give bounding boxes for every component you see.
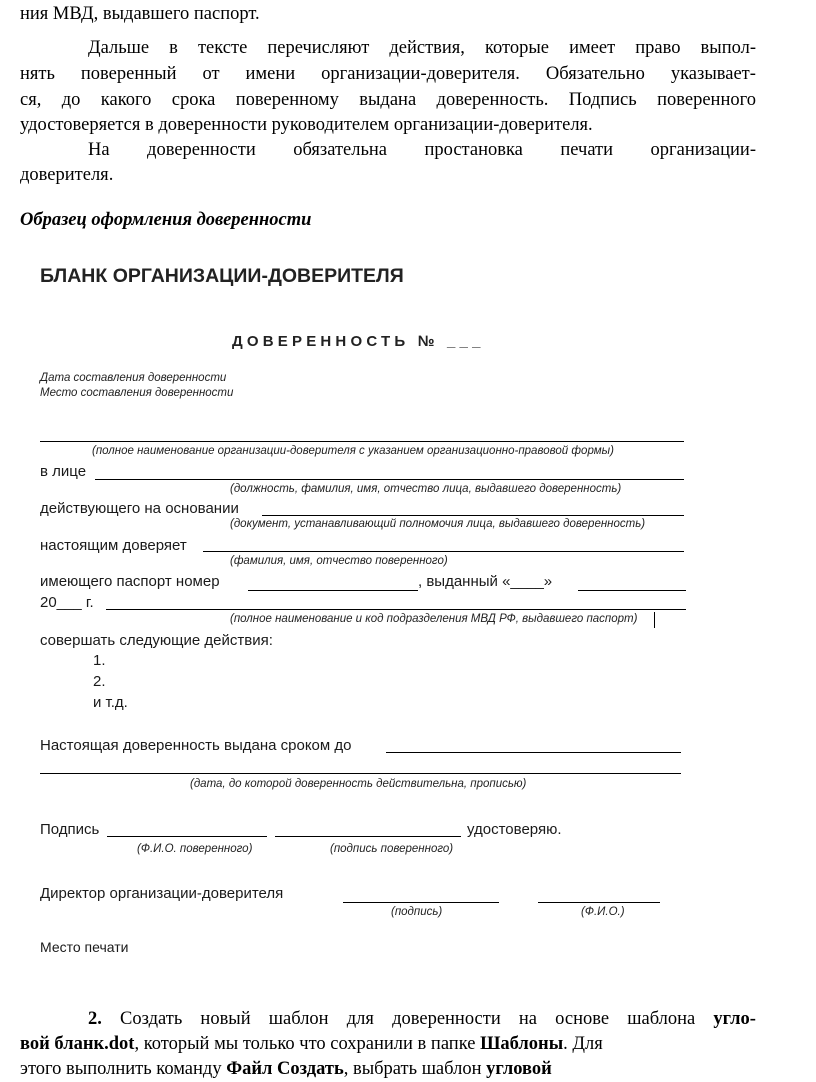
word: ся,	[20, 90, 42, 110]
word: для	[346, 1009, 374, 1029]
word: срока	[171, 90, 216, 110]
year-label: 20___ г.	[40, 594, 94, 611]
word: указывает-	[670, 64, 756, 84]
margin-mark	[654, 612, 655, 628]
task-template-name: вой бланк.dot	[20, 1034, 135, 1054]
task-line-3-text: этого выполнить команду	[20, 1059, 227, 1079]
intro-paragraph-1-line-2	[20, 62, 756, 86]
word: организации-доверителя.	[321, 64, 520, 84]
director-fio-note: (Ф.И.О.)	[581, 906, 625, 918]
word: имеет	[569, 38, 616, 58]
person-line	[95, 479, 684, 480]
word: от	[202, 64, 220, 84]
task-line-2	[20, 1032, 756, 1056]
trustee-note: (фамилия, имя, отчество поверенного)	[230, 555, 448, 567]
intro-paragraph-1-line-3	[20, 88, 756, 112]
word: нять	[20, 64, 55, 84]
trustee-line	[203, 551, 684, 552]
word: доверенность.	[436, 90, 549, 110]
trustee-signature-note: (подпись поверенного)	[330, 843, 454, 855]
word: шаблона	[627, 1009, 696, 1029]
action-item-2: 2.	[93, 673, 106, 690]
word: перечисляют	[267, 38, 370, 58]
intro-line-1: ния МВД, выдавшего паспорт.	[20, 4, 260, 24]
passport-label: имеющего паспорт номер	[40, 573, 220, 590]
document-title: ДОВЕРЕННОСТЬ № ___	[232, 333, 485, 350]
validity-label: Настоящая доверенность выдана сроком до	[40, 737, 352, 754]
validity-note: (дата, до которой доверенность действительна, прописью)	[190, 778, 527, 790]
word: Обязательно	[545, 64, 645, 84]
task-line-3	[20, 1057, 552, 1081]
intro-paragraph-2-line-1	[88, 138, 756, 162]
validity-line	[386, 752, 681, 753]
task-line-1	[88, 1007, 756, 1031]
word: поверенный	[80, 64, 177, 84]
trustee-fio-note: (Ф.И.О. поверенного)	[137, 843, 253, 855]
director-signature-note: (подпись)	[391, 906, 443, 918]
trustee-fio-line	[107, 836, 267, 837]
department-note: (полное наименование и код подразделения МВД РФ, выдавшего паспорт)	[230, 613, 638, 625]
word: право	[635, 38, 681, 58]
issued-month-line	[578, 590, 686, 591]
person-note: (должность, фамилия, имя, отчество лица, выдавшего доверенность)	[230, 483, 622, 495]
basis-note: (документ, устанавливающий полномочия лица, выдавшего доверенность)	[230, 518, 646, 530]
task-number: 2.	[88, 1009, 102, 1029]
director-fio-line	[538, 902, 660, 903]
blank-title: БЛАНК ОРГАНИЗАЦИИ-ДОВЕРИТЕЛЯ	[40, 265, 404, 287]
action-item-1: 1.	[93, 652, 106, 669]
signature-label: Подпись	[40, 821, 100, 838]
issued-label: , выданный «____»	[418, 573, 553, 590]
word: обязательна	[293, 140, 388, 160]
stamp-place-label: Место печати	[40, 939, 129, 955]
basis-line	[262, 515, 684, 516]
task-line-2-end: . Для	[563, 1034, 603, 1054]
word: какого	[100, 90, 152, 110]
action-etc: и т.д.	[93, 694, 128, 711]
director-signature-line	[343, 902, 499, 903]
date-label: Дата составления доверенности	[40, 372, 227, 384]
word: На	[88, 140, 110, 160]
word: на	[518, 1009, 538, 1029]
intro-paragraph-1-line-1	[88, 36, 756, 60]
validity-line-2	[40, 773, 681, 774]
word: доверенности	[392, 1009, 501, 1029]
word: до	[61, 90, 81, 110]
acting-basis-label: действующего на основании	[40, 500, 239, 517]
word: основе	[555, 1009, 610, 1029]
trusts-label: настоящим доверяет	[40, 537, 187, 554]
in-person-label: в лице	[40, 463, 87, 480]
place-label: Место составления доверенности	[40, 387, 234, 399]
word: тексте	[197, 38, 248, 58]
word: поверенного	[657, 90, 756, 110]
certify-label: удостоверяю.	[467, 821, 562, 838]
word: печати	[560, 140, 614, 160]
word: организации-	[650, 140, 756, 160]
director-label: Директор организации-доверителя	[40, 885, 284, 902]
word: Дальше	[88, 38, 150, 58]
word: действия,	[389, 38, 465, 58]
word: в	[169, 38, 178, 58]
task-template-word: угловой	[486, 1059, 552, 1079]
actions-label: совершать следующие действия:	[40, 632, 273, 649]
passport-number-line	[248, 590, 418, 591]
intro-paragraph-1-line-4: удостоверяется в доверенности руководителем организации-доверителя.	[20, 115, 593, 135]
org-name-note: (полное наименование организации-доверителя с указанием организационно-правовой формы)	[92, 445, 614, 457]
task-command: Файл Создать	[226, 1059, 344, 1079]
word: которые	[484, 38, 550, 58]
trustee-signature-line	[275, 836, 461, 837]
task-folder-name: Шаблоны	[480, 1034, 564, 1054]
word: шаблон	[268, 1009, 329, 1029]
intro-paragraph-2-line-2: доверителя.	[20, 165, 114, 185]
sample-heading: Образец оформления доверенности	[20, 210, 312, 230]
org-name-line	[40, 441, 684, 442]
word: новый	[200, 1009, 251, 1029]
department-line	[106, 609, 686, 610]
word: доверенности	[147, 140, 256, 160]
word: выпол-	[700, 38, 756, 58]
task-line-2-text: , который мы только что сохранили в папке	[134, 1034, 481, 1054]
word: простановка	[424, 140, 523, 160]
task-line-3-mid: , выбрать шаблон	[343, 1059, 487, 1079]
word: выдана	[359, 90, 417, 110]
word: Создать	[120, 1009, 183, 1029]
word: Подпись	[568, 90, 637, 110]
task-template-name-start: угло-	[713, 1009, 756, 1029]
word: имени	[245, 64, 296, 84]
word: поверенному	[235, 90, 339, 110]
